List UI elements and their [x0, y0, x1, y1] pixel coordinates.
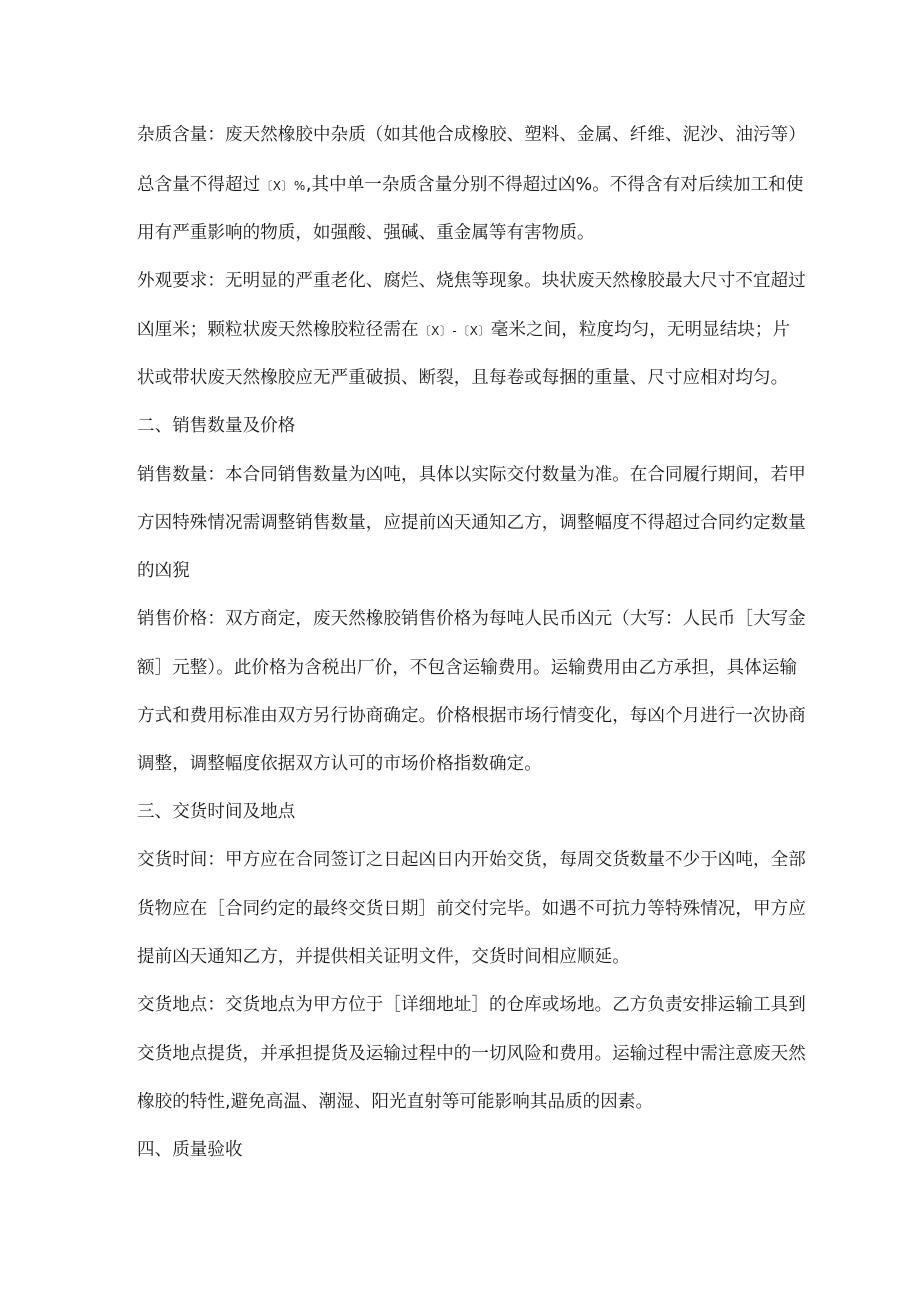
price-line-2: 额］元整）。此价格为含税出厂价，不包含运输费用。运输费用由乙方承担，具体运输 — [137, 658, 798, 678]
delivery-place-line-1: 交货地点：交货地点为甲方位于［详细地址］的仓库或场地。乙方负责安排运输工具到 — [137, 995, 806, 1015]
quantity-line-2: 方因特殊情况需调整销售数量，应提前凶天通知乙方，调整幅度不得超过合同约定数量 — [137, 513, 806, 533]
impurity-line-2 — [137, 174, 803, 197]
delivery-place-line-3: 橡胶的特性,避免高温、潮湿、阳光直射等可能影响其品质的因素。 — [137, 1092, 654, 1112]
section-3-heading: 三、交货时间及地点 — [137, 802, 296, 822]
section-4-heading: 四、质量验收 — [137, 1140, 243, 1160]
section-2-heading: 二、销售数量及价格 — [137, 416, 296, 436]
delivery-time-line-1: 交货时间：甲方应在合同签订之日起凶日内开始交货，每周交货数量不少于凶吨，全部 — [137, 850, 806, 870]
impurity-line-3: 用有严重影响的物质，如强酸、强碱、重金属等有害物质。 — [137, 223, 595, 243]
impurity-line-2-a: 总含量不得超过 — [137, 175, 261, 195]
appearance-line-2 — [137, 319, 790, 342]
quantity-line-3: 的凶猊 — [137, 561, 190, 581]
appearance-line-2-a: 凶厘米；颗粒状废天然橡胶粒径需在 — [137, 320, 419, 340]
appearance-line-3: 状或带状废天然橡胶应无严重破损、断裂，且每卷或每捆的重量、尺寸应相对均匀。 — [137, 368, 789, 388]
impurity-line-2-c: ,其中单一杂质含量分别不得超过凶%。不得含有对后续加工和使 — [305, 175, 804, 195]
appearance-placeholder: 〔X〕-〔X〕 — [418, 324, 491, 338]
price-line-3: 方式和费用标准由双方另行协商确定。价格根据市场行情变化，每凶个月进行一次协商 — [137, 706, 806, 726]
delivery-time-line-2: 货物应在［合同约定的最终交货日期］前交付完毕。如遇不可抗力等特殊情况，甲方应 — [137, 899, 806, 919]
delivery-place-line-2: 交货地点提货，并承担提货及运输过程中的一切风险和费用。运输过程中需注意废天然 — [137, 1044, 806, 1064]
impurity-placeholder: 〔X〕% — [260, 179, 306, 193]
delivery-time-line-3: 提前凶天通知乙方，并提供相关证明文件，交货时间相应顺延。 — [137, 947, 630, 967]
price-line-4: 调整，调整幅度依据双方认可的市场价格指数确定。 — [137, 754, 542, 774]
appearance-line-2-c: 毫米之间，粒度均匀，无明显结块；片 — [490, 320, 791, 340]
appearance-line-1: 外观要求：无明显的严重老化、腐烂、烧焦等现象。块状废天然橡胶最大尺寸不宜超过 — [137, 271, 806, 291]
impurity-line-1: 杂质含量：废天然橡胶中杂质（如其他合成橡胶、塑料、金属、纤维、泥沙、油污等） — [137, 125, 806, 145]
quantity-line-1: 销售数量：本合同销售数量为凶吨，具体以实际交付数量为准。在合同履行期间，若甲 — [137, 465, 806, 485]
price-line-1: 销售价格：双方商定，废天然橡胶销售价格为每吨人民币凶元（大写：人民币［大写金 — [137, 609, 806, 629]
